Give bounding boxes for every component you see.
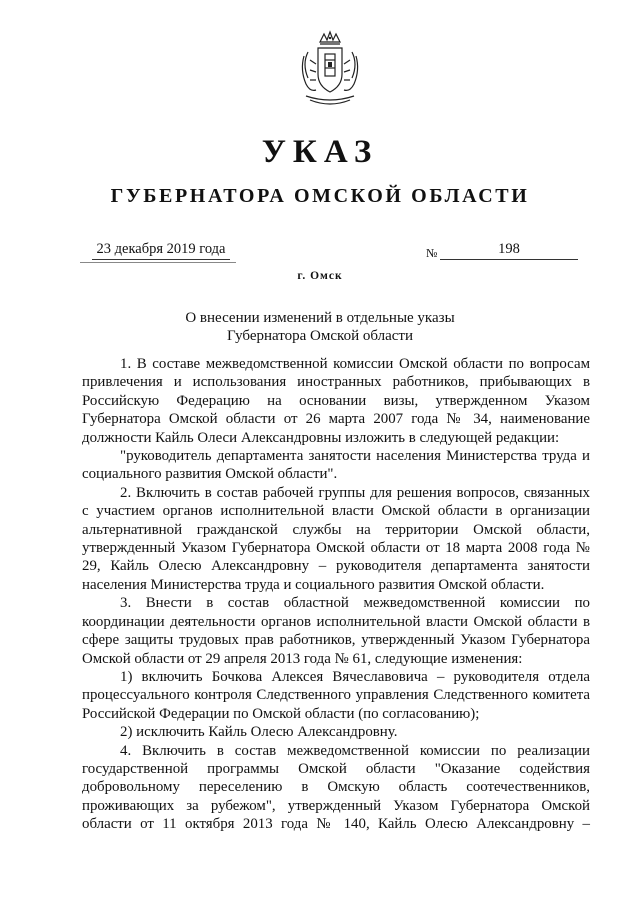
body-paragraph: 1. В составе межведомственной комиссии Омской области по вопросам привлечения и использования иностранных работников, прибывающих в Российскую Федерацию на основании визы, утвержденном Указом Губернатора Омской области от 26 марта 2007 года № 34, наименование должности Кайль Олеси Александровны изложить в следующей редакции:: [82, 356, 590, 446]
city-label: г. Омск: [297, 270, 343, 282]
body-paragraph: 4. Включить в состав межведомственной комиссии по реализации государственной программы Омской области "Оказание содействия добровольному переселению в Омскую область соотечественников, проживающих за рубежом", утвержденный Указом Губернатора Омской области от 11 октября 2013 года № 140, Кайль Олесю Александровну –: [82, 742, 590, 833]
document-issuer: ГУБЕРНАТОРА ОМСКОЙ ОБЛАСТИ: [110, 185, 530, 207]
coat-of-arms-emblem: [298, 30, 362, 108]
body-paragraph: 1) включить Бочкова Алексея Вячеславовича – руководителя отдела процессуального контроля Следственного управления Следственного комитета Российской Федерации по Омской области (по согласованию);: [82, 668, 590, 722]
subject-line: О внесении изменений в отдельные указы: [185, 310, 455, 326]
body-paragraph: "руководитель департамента занятости населения Министерства труда и социального развития Омской области".: [82, 448, 590, 483]
document-title: УКАЗ: [261, 134, 379, 170]
number-sign: №: [426, 246, 438, 260]
subject-line: Губернатора Омской области: [227, 328, 413, 344]
decree-date: 23 декабря 2019 года: [92, 240, 230, 260]
body-paragraph: 2) исключить Кайль Олесю Александровну.: [120, 724, 398, 741]
body-paragraph: 2. Включить в состав рабочей группы для решения вопросов, связанных с участием органов исполнительной власти Омской области в организации альтернативной гражданской службы на территории Омской области, утвержденный Указом Губернатора Омской области от 18 марта 2008 года № 29, Кайль Олесю Александровну – руководителя департамента занятости населения Министерства труда и социального развития Омской области.: [82, 484, 590, 593]
body-paragraph: 3. Внести в состав областной межведомственной комиссии по координации деятельности органов исполнительной власти Омской области в сфере защиты трудовых прав работников, утвержденный Указом Губернатора Омской области от 29 апреля 2013 года № 61, следующие изменения:: [82, 595, 590, 667]
decree-number: 198: [440, 240, 578, 260]
date-underline: [80, 262, 236, 263]
decree-body: [82, 355, 590, 834]
decree-subject: [130, 309, 510, 345]
